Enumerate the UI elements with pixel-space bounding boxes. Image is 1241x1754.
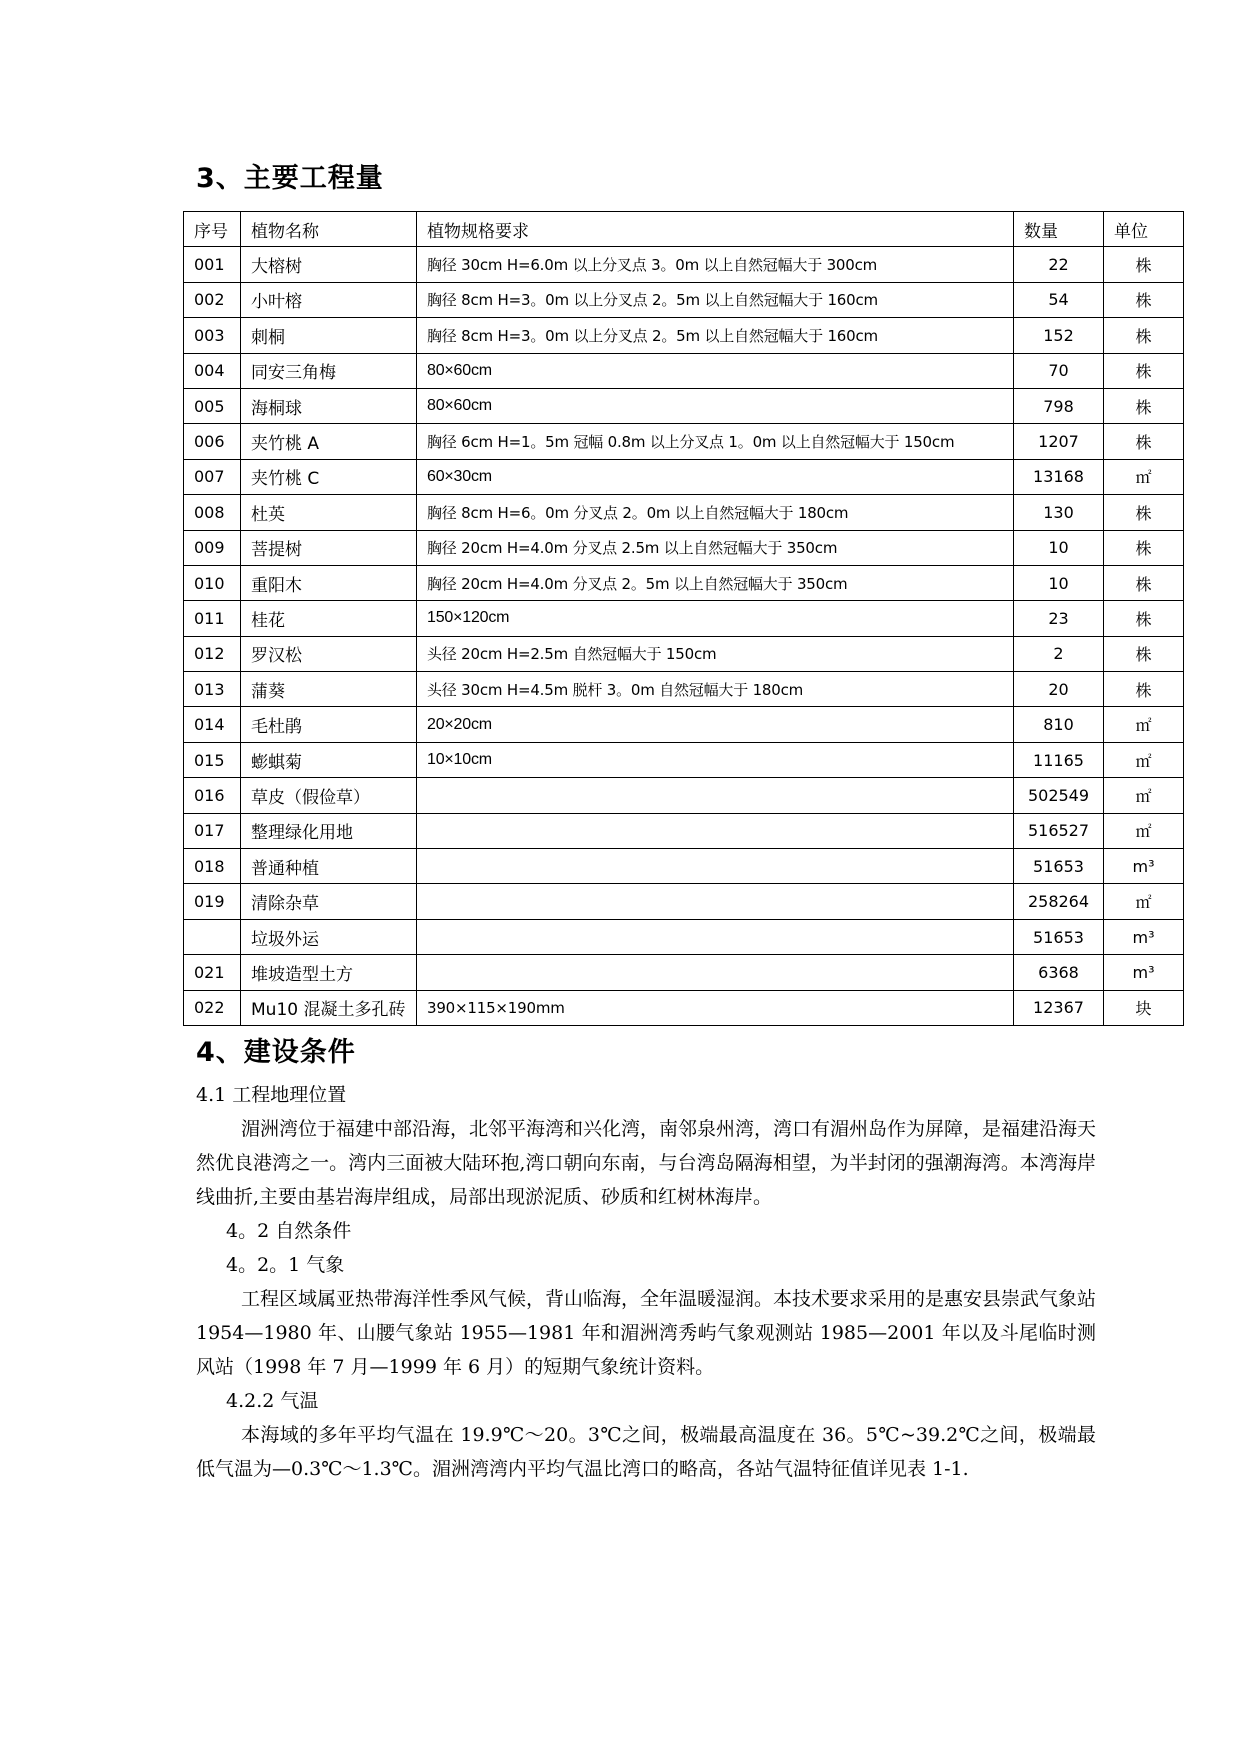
cell-spec xyxy=(417,778,1014,813)
header-unit: 单位 xyxy=(1104,212,1184,247)
table-header-row xyxy=(184,212,1184,247)
cell-seq: 016 xyxy=(184,778,241,813)
cell-unit: 块 xyxy=(1104,990,1184,1025)
cell-seq: 010 xyxy=(184,565,241,600)
cell-unit: ㎡ xyxy=(1104,742,1184,777)
cell-plant-name: 菩提树 xyxy=(241,530,417,565)
cell-unit: 株 xyxy=(1104,247,1184,282)
cell-plant-name: 垃圾外运 xyxy=(241,919,417,954)
cell-spec: 胸径 8cm H=3。0m 以上分叉点 2。5m 以上自然冠幅大于 160cm xyxy=(417,318,1014,353)
table-row xyxy=(184,884,1184,919)
cell-spec: 胸径 20cm H=4.0m 分叉点 2。5m 以上自然冠幅大于 350cm xyxy=(417,565,1014,600)
cell-unit: ㎡ xyxy=(1104,707,1184,742)
cell-quantity: 51653 xyxy=(1014,849,1104,884)
cell-quantity: 13168 xyxy=(1014,459,1104,494)
cell-quantity: 12367 xyxy=(1014,990,1104,1025)
cell-plant-name: 大榕树 xyxy=(241,247,417,282)
cell-plant-name: 同安三角梅 xyxy=(241,353,417,388)
cell-spec: 胸径 20cm H=4.0m 分叉点 2.5m 以上自然冠幅大于 350cm xyxy=(417,530,1014,565)
cell-plant-name: 重阳木 xyxy=(241,565,417,600)
cell-seq: 012 xyxy=(184,636,241,671)
table-row xyxy=(184,672,1184,707)
cell-quantity: 516527 xyxy=(1014,813,1104,848)
header-seq: 序号 xyxy=(184,212,241,247)
cell-plant-name: 海桐球 xyxy=(241,388,417,423)
cell-seq: 018 xyxy=(184,849,241,884)
cell-unit: 株 xyxy=(1104,636,1184,671)
cell-quantity: 11165 xyxy=(1014,742,1104,777)
cell-plant-name: 罗汉松 xyxy=(241,636,417,671)
table-row xyxy=(184,459,1184,494)
cell-unit: ㎡ xyxy=(1104,884,1184,919)
cell-seq: 001 xyxy=(184,247,241,282)
cell-unit: 株 xyxy=(1104,282,1184,317)
table-row xyxy=(184,955,1184,990)
cell-seq: 022 xyxy=(184,990,241,1025)
cell-plant-name: 夹竹桃 C xyxy=(241,459,417,494)
table-row xyxy=(184,813,1184,848)
cell-seq: 003 xyxy=(184,318,241,353)
cell-spec: 胸径 30cm H=6.0m 以上分叉点 3。0m 以上自然冠幅大于 300cm xyxy=(417,247,1014,282)
cell-spec xyxy=(417,955,1014,990)
cell-unit: 株 xyxy=(1104,495,1184,530)
header-qty: 数量 xyxy=(1014,212,1104,247)
cell-seq: 007 xyxy=(184,459,241,494)
cell-plant-name: 桂花 xyxy=(241,601,417,636)
cell-plant-name: Mu10 混凝土多孔砖 xyxy=(241,990,417,1025)
cell-plant-name: 毛杜鹃 xyxy=(241,707,417,742)
cell-seq: 006 xyxy=(184,424,241,459)
table-row xyxy=(184,282,1184,317)
cell-quantity: 10 xyxy=(1014,530,1104,565)
cell-spec xyxy=(417,919,1014,954)
cell-seq: 008 xyxy=(184,495,241,530)
cell-quantity: 23 xyxy=(1014,601,1104,636)
cell-seq: 017 xyxy=(184,813,241,848)
cell-unit: ㎡ xyxy=(1104,459,1184,494)
cell-spec: 80×60cm xyxy=(417,353,1014,388)
cell-spec: 390×115×190mm xyxy=(417,990,1014,1025)
table-row xyxy=(184,778,1184,813)
cell-quantity: 51653 xyxy=(1014,919,1104,954)
header-spec: 植物规格要求 xyxy=(417,212,1014,247)
cell-seq: 004 xyxy=(184,353,241,388)
heading-4-2: 4。2 自然条件 xyxy=(226,1220,352,1242)
cell-unit: m³ xyxy=(1104,955,1184,990)
cell-plant-name: 堆坡造型土方 xyxy=(241,955,417,990)
cell-unit: 株 xyxy=(1104,565,1184,600)
header-name: 植物名称 xyxy=(241,212,417,247)
table-row xyxy=(184,353,1184,388)
cell-spec xyxy=(417,813,1014,848)
cell-plant-name: 清除杂草 xyxy=(241,884,417,919)
quantity-table xyxy=(183,211,1184,1026)
cell-unit: 株 xyxy=(1104,601,1184,636)
cell-unit: ㎡ xyxy=(1104,813,1184,848)
cell-unit: m³ xyxy=(1104,919,1184,954)
cell-quantity: 130 xyxy=(1014,495,1104,530)
cell-plant-name: 蟛蜞菊 xyxy=(241,742,417,777)
cell-plant-name: 夹竹桃 A xyxy=(241,424,417,459)
cell-seq: 014 xyxy=(184,707,241,742)
cell-seq: 005 xyxy=(184,388,241,423)
cell-seq: 015 xyxy=(184,742,241,777)
section-4-body xyxy=(196,1078,1096,1486)
cell-unit: ㎡ xyxy=(1104,778,1184,813)
cell-seq: 009 xyxy=(184,530,241,565)
table-row xyxy=(184,530,1184,565)
cell-seq: 019 xyxy=(184,884,241,919)
cell-unit: 株 xyxy=(1104,424,1184,459)
paragraph-4-1: 湄洲湾位于福建中部沿海，北邻平海湾和兴化湾，南邻泉州湾，湾口有湄州岛作为屏障，是福建沿海天然优良港湾之一。湾内三面被大陆环抱,湾口朝向东南，与台湾岛隔海相望，为半封闭的强潮海湾。本湾海岸线曲折,主要由基岩海岸组成，局部出现淤泥质、砂质和红树林海岸。 xyxy=(196,1118,1097,1208)
cell-plant-name: 小叶榕 xyxy=(241,282,417,317)
table-body xyxy=(184,247,1184,1026)
cell-plant-name: 普通种植 xyxy=(241,849,417,884)
cell-spec xyxy=(417,884,1014,919)
cell-spec: 60×30cm xyxy=(417,459,1014,494)
table-row xyxy=(184,919,1184,954)
table-row xyxy=(184,318,1184,353)
cell-quantity: 798 xyxy=(1014,388,1104,423)
cell-unit: 株 xyxy=(1104,353,1184,388)
cell-quantity: 22 xyxy=(1014,247,1104,282)
cell-plant-name: 整理绿化用地 xyxy=(241,813,417,848)
cell-quantity: 6368 xyxy=(1014,955,1104,990)
cell-seq xyxy=(184,919,241,954)
cell-quantity: 502549 xyxy=(1014,778,1104,813)
cell-plant-name: 蒲葵 xyxy=(241,672,417,707)
section-3-title: 3、主要工程量 xyxy=(196,163,384,194)
cell-unit: 株 xyxy=(1104,388,1184,423)
cell-quantity: 10 xyxy=(1014,565,1104,600)
cell-spec: 150×120cm xyxy=(417,601,1014,636)
table-row xyxy=(184,388,1184,423)
cell-spec: 头径 30cm H=4.5m 脱杆 3。0m 自然冠幅大于 180cm xyxy=(417,672,1014,707)
cell-quantity: 70 xyxy=(1014,353,1104,388)
cell-quantity: 810 xyxy=(1014,707,1104,742)
cell-spec xyxy=(417,849,1014,884)
section-4-title: 4、建设条件 xyxy=(196,1037,356,1068)
table-row xyxy=(184,247,1184,282)
table-row xyxy=(184,565,1184,600)
paragraph-4-2-1: 工程区域属亚热带海洋性季风气候，背山临海，全年温暖湿润。本技术要求采用的是惠安县崇武气象站 1954—1980 年、山腰气象站 1955—1981 年和湄洲湾秀屿气象观测站 1985—2001 年以及斗尾临时测风站（1998 年 7 月—1999 年 6 月）的短期气象统计资料。 xyxy=(196,1288,1097,1378)
cell-spec: 10×10cm xyxy=(417,742,1014,777)
cell-quantity: 152 xyxy=(1014,318,1104,353)
cell-quantity: 20 xyxy=(1014,672,1104,707)
table-row xyxy=(184,707,1184,742)
cell-plant-name: 草皮（假俭草） xyxy=(241,778,417,813)
cell-seq: 013 xyxy=(184,672,241,707)
cell-spec: 胸径 8cm H=3。0m 以上分叉点 2。5m 以上自然冠幅大于 160cm xyxy=(417,282,1014,317)
cell-quantity: 1207 xyxy=(1014,424,1104,459)
cell-unit: m³ xyxy=(1104,849,1184,884)
heading-4-2-1: 4。2。1 气象 xyxy=(226,1254,345,1276)
paragraph-4-2-2: 本海域的多年平均气温在 19.9℃～20。3℃之间，极端最高温度在 36。5℃~39.2℃之间，极端最低气温为—0.3℃～1.3℃。湄洲湾湾内平均气温比湾口的略高，各站气温特征值详见表 1-1. xyxy=(196,1424,1096,1480)
table-row xyxy=(184,742,1184,777)
table-row xyxy=(184,424,1184,459)
cell-spec: 80×60cm xyxy=(417,388,1014,423)
table-row xyxy=(184,601,1184,636)
cell-quantity: 2 xyxy=(1014,636,1104,671)
cell-unit: 株 xyxy=(1104,530,1184,565)
cell-unit: 株 xyxy=(1104,672,1184,707)
cell-seq: 011 xyxy=(184,601,241,636)
cell-quantity: 258264 xyxy=(1014,884,1104,919)
cell-spec: 头径 20cm H=2.5m 自然冠幅大于 150cm xyxy=(417,636,1014,671)
cell-seq: 021 xyxy=(184,955,241,990)
table-row xyxy=(184,495,1184,530)
table-row xyxy=(184,849,1184,884)
cell-spec: 胸径 6cm H=1。5m 冠幅 0.8m 以上分叉点 1。0m 以上自然冠幅大于 150cm xyxy=(417,424,1014,459)
cell-plant-name: 杜英 xyxy=(241,495,417,530)
table-row xyxy=(184,990,1184,1025)
cell-plant-name: 刺桐 xyxy=(241,318,417,353)
heading-4-1: 4.1 工程地理位置 xyxy=(196,1084,347,1106)
cell-spec: 20×20cm xyxy=(417,707,1014,742)
cell-quantity: 54 xyxy=(1014,282,1104,317)
cell-unit: 株 xyxy=(1104,318,1184,353)
cell-seq: 002 xyxy=(184,282,241,317)
cell-spec: 胸径 8cm H=6。0m 分叉点 2。0m 以上自然冠幅大于 180cm xyxy=(417,495,1014,530)
heading-4-2-2: 4.2.2 气温 xyxy=(226,1390,319,1412)
table-row xyxy=(184,636,1184,671)
